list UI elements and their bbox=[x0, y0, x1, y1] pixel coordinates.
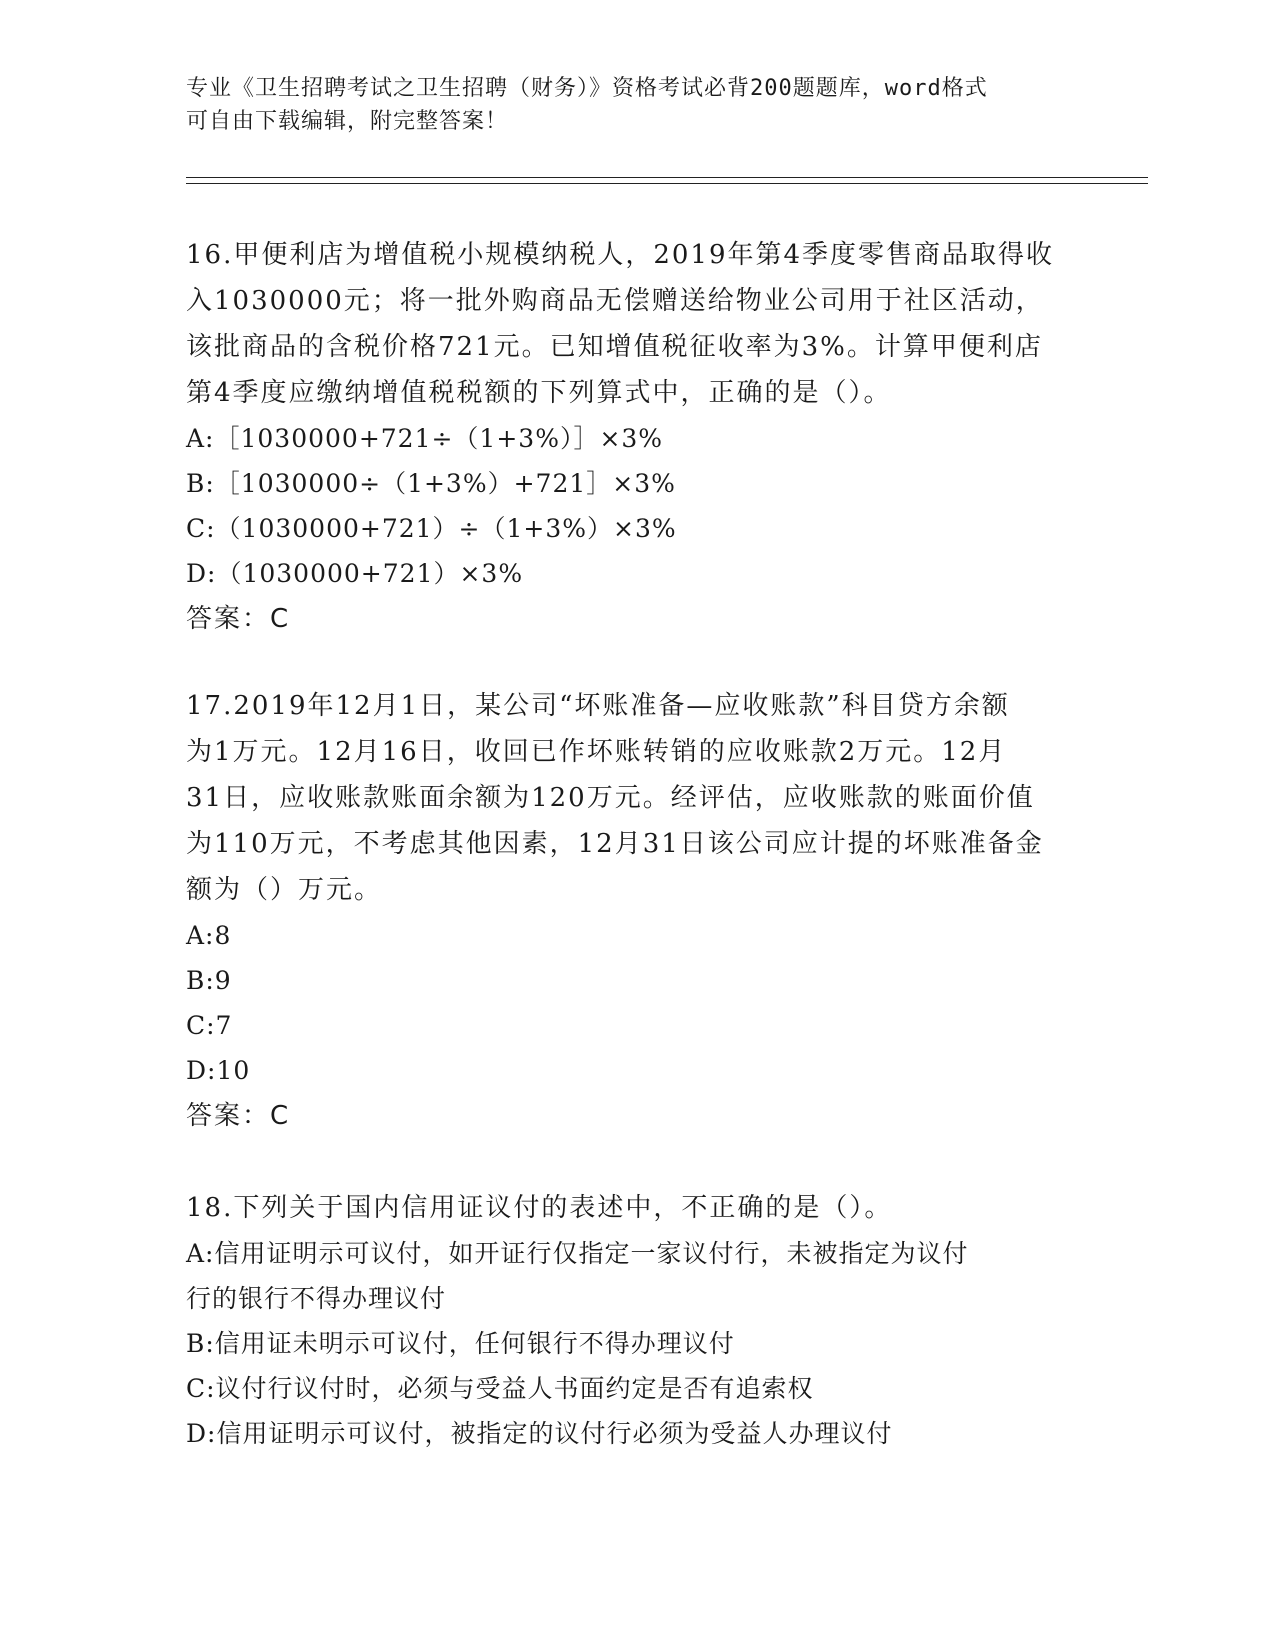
question-stem-line: 第4季度应缴纳增值税税额的下列算式中，正确的是（）。 bbox=[186, 378, 892, 408]
option-b: B:9 bbox=[186, 966, 232, 995]
header-title-line-2: 可自由下载编辑，附完整答案！ bbox=[186, 109, 509, 134]
option-a-continued: 行的银行不得办理议付 bbox=[186, 1284, 447, 1313]
option-d: D:（1030000+721）×3% bbox=[186, 559, 524, 588]
question-stem-line: 18.下列关于国内信用证议付的表述中，不正确的是（）。 bbox=[186, 1193, 893, 1223]
question-stem-line: 为110万元，不考虑其他因素，12月31日该公司应计提的坏账准备金 bbox=[186, 829, 1044, 859]
question-stem-line: 为1万元。12月16日，收回已作坏账转销的应收账款2万元。12月 bbox=[186, 737, 1007, 767]
header-title-line-1: 专业《卫生招聘考试之卫生招聘（财务）》资格考试必背200题题库，word格式 bbox=[186, 76, 988, 101]
question-stem-line: 31日，应收账款账面余额为120万元。经评估，应收账款的账面价值 bbox=[186, 783, 1035, 813]
question-stem-line: 额为（）万元。 bbox=[186, 875, 383, 905]
option-b: B:［1030000÷（1+3%）+721］×3% bbox=[186, 469, 676, 498]
option-d: D:10 bbox=[186, 1056, 251, 1085]
option-a: A:［1030000+721÷（1+3%）］×3% bbox=[186, 424, 664, 453]
header-divider-top bbox=[186, 177, 1148, 178]
option-a: A:信用证明示可议付，如开证行仅指定一家议付行，未被指定为议付 bbox=[186, 1239, 969, 1268]
question-stem-line: 入1030000元；将一批外购商品无偿赠送给物业公司用于社区活动， bbox=[186, 286, 1044, 316]
option-c: C:7 bbox=[186, 1011, 233, 1040]
header-divider-bottom bbox=[186, 183, 1148, 184]
question-18 bbox=[186, 1185, 1086, 1456]
question-stem-line: 16.甲便利店为增值税小规模纳税人，2019年第4季度零售商品取得收 bbox=[186, 240, 1055, 270]
question-16 bbox=[186, 232, 1086, 642]
option-c: C:（1030000+721）÷（1+3%）×3% bbox=[186, 514, 677, 543]
question-17 bbox=[186, 683, 1086, 1139]
question-stem-line: 该批商品的含税价格721元。已知增值税征收率为3%。计算甲便利店 bbox=[186, 332, 1043, 362]
option-a: A:8 bbox=[186, 921, 232, 950]
option-d: D:信用证明示可议付，被指定的议付行必须为受益人办理议付 bbox=[186, 1419, 893, 1448]
answer-label: 答案：C bbox=[186, 1101, 291, 1131]
option-c: C:议付行议付时，必须与受益人书面约定是否有追索权 bbox=[186, 1374, 814, 1403]
option-b: B:信用证未明示可议付，任何银行不得办理议付 bbox=[186, 1329, 735, 1358]
document-header bbox=[186, 72, 1086, 138]
answer-label: 答案：C bbox=[186, 604, 291, 634]
question-stem-line: 17.2019年12月1日，某公司“坏账准备—应收账款”科目贷方余额 bbox=[186, 691, 1010, 721]
